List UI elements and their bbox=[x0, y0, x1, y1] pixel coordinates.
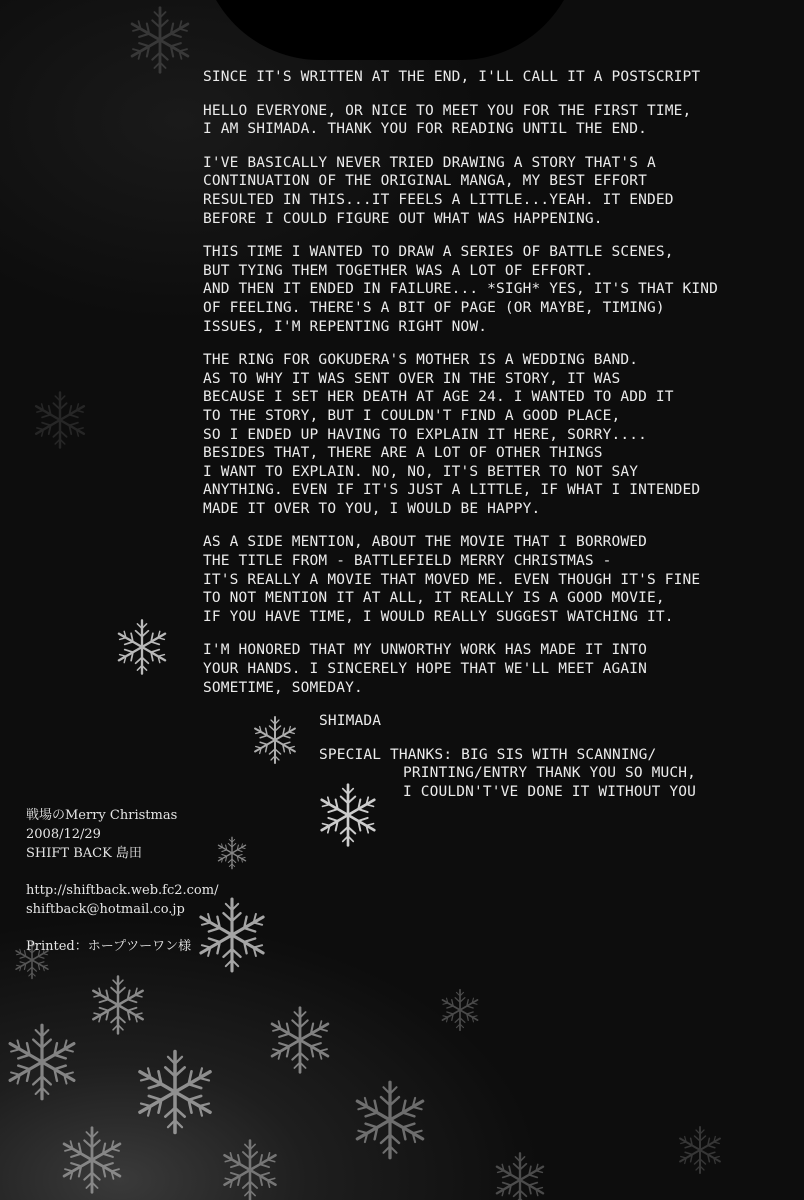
text-line: TO NOT MENTION IT AT ALL, IT REALLY IS A GOOD MOVIE, bbox=[203, 590, 665, 607]
text-line: I AM SHIMADA. THANK YOU FOR READING UNTIL THE END. bbox=[203, 121, 647, 138]
snowflake-icon bbox=[349, 1079, 431, 1161]
paragraph-battle-scenes bbox=[203, 243, 793, 336]
text-line: SOMETIME, SOMEDAY. bbox=[203, 679, 363, 696]
paragraph-closing bbox=[203, 641, 793, 697]
paragraph-movie bbox=[203, 533, 793, 626]
text-line: ISSUES, I'M REPENTING RIGHT NOW. bbox=[203, 318, 488, 335]
special-thanks bbox=[319, 746, 793, 802]
website-url: http://shiftback.web.fc2.com/ bbox=[26, 883, 219, 898]
text-line: TO THE STORY, BUT I COULDN'T FIND A GOOD PLACE, bbox=[203, 407, 621, 424]
text-line: HELLO EVERYONE, OR NICE TO MEET YOU FOR THE FIRST TIME, bbox=[203, 102, 692, 119]
colophon bbox=[26, 806, 246, 956]
thanks-line: SPECIAL THANKS: BIG SIS WITH SCANNING/ bbox=[319, 746, 657, 763]
printer-credit: Printed：ホープツーワン様 bbox=[26, 939, 192, 954]
snowflake-icon bbox=[57, 1125, 127, 1195]
text-line: AS A SIDE MENTION, ABOUT THE MOVIE THAT I BORROWED bbox=[203, 534, 647, 551]
text-line: CONTINUATION OF THE ORIGINAL MANGA, MY BEST EFFORT bbox=[203, 173, 647, 190]
snowflake-icon bbox=[218, 1138, 282, 1200]
thanks-line: PRINTING/ENTRY THANK YOU SO MUCH, bbox=[403, 765, 697, 782]
text-line: OF FEELING. THERE'S A BIT OF PAGE (OR MAYBE, TIMING) bbox=[203, 299, 665, 316]
circle-name: SHIFT BACK 島田 bbox=[26, 846, 142, 861]
snowflake-icon bbox=[438, 988, 482, 1032]
text-line: MADE IT OVER TO YOU, I WOULD BE HAPPY. bbox=[203, 500, 541, 517]
snowflake-icon bbox=[675, 1125, 725, 1175]
snowflake-icon bbox=[30, 390, 90, 450]
postscript-text bbox=[203, 68, 793, 802]
text-line: BECAUSE I SET HER DEATH AT AGE 24. I WANTED TO ADD IT bbox=[203, 389, 674, 406]
publish-date: 2008/12/29 bbox=[26, 827, 101, 842]
text-line: I WANT TO EXPLAIN. NO, NO, IT'S BETTER TO NOT SAY bbox=[203, 463, 639, 480]
snowflake-icon bbox=[2, 1022, 82, 1102]
text-line: IF YOU HAVE TIME, I WOULD REALLY SUGGEST WATCHING IT. bbox=[203, 608, 674, 625]
author-signature: SHIMADA bbox=[319, 713, 382, 730]
text-line: I'M HONORED THAT MY UNWORTHY WORK HAS MADE IT INTO bbox=[203, 642, 647, 659]
text-line: SO I ENDED UP HAVING TO EXPLAIN IT HERE, SORRY.... bbox=[203, 426, 647, 443]
paragraph-greeting bbox=[203, 102, 793, 139]
book-title: 戦場のMerry Christmas bbox=[26, 808, 178, 823]
paragraph-ring bbox=[203, 351, 793, 518]
snowflake-icon bbox=[265, 1005, 335, 1075]
text-line: RESULTED IN THIS...IT FEELS A LITTLE...YEAH. IT ENDED bbox=[203, 191, 674, 208]
text-line: BESIDES THAT, THERE ARE A LOT OF OTHER THINGS bbox=[203, 445, 603, 462]
text-line: THIS TIME I WANTED TO DRAW A SERIES OF BATTLE SCENES, bbox=[203, 244, 674, 261]
text-line: THE RING FOR GOKUDERA'S MOTHER IS A WEDDING BAND. bbox=[203, 352, 639, 369]
text-line: ANYTHING. EVEN IF IT'S JUST A LITTLE, IF WHAT I INTENDED bbox=[203, 482, 701, 499]
title-line: SINCE IT'S WRITTEN AT THE END, I'LL CALL IT A POSTSCRIPT bbox=[203, 69, 701, 85]
text-line: YOUR HANDS. I SINCERELY HOPE THAT WE'LL MEET AGAIN bbox=[203, 661, 647, 678]
snowflake-icon bbox=[125, 5, 195, 75]
snowflake-icon bbox=[87, 974, 149, 1036]
character-hair-silhouette bbox=[200, 0, 580, 60]
text-line: AND THEN IT ENDED IN FAILURE... *SIGH* YES, IT'S THAT KIND bbox=[203, 281, 719, 298]
thanks-line: I COULDN'T'VE DONE IT WITHOUT YOU bbox=[403, 784, 697, 800]
paragraph-effort bbox=[203, 154, 793, 228]
text-line: AS TO WHY IT WAS SENT OVER IN THE STORY, IT WAS bbox=[203, 370, 621, 387]
text-line: I'VE BASICALLY NEVER TRIED DRAWING A STORY THAT'S A bbox=[203, 154, 656, 171]
snowflake-icon bbox=[131, 1048, 219, 1136]
text-line: THE TITLE FROM - BATTLEFIELD MERRY CHRISTMAS - bbox=[203, 553, 612, 570]
email-address: shiftback@hotmail.co.jp bbox=[26, 902, 185, 917]
postscript-title bbox=[203, 68, 793, 87]
text-line: IT'S REALLY A MOVIE THAT MOVED ME. EVEN THOUGH IT'S FINE bbox=[203, 571, 701, 588]
text-line: BEFORE I COULD FIGURE OUT WHAT WAS HAPPENING. bbox=[203, 210, 603, 227]
snowflake-icon bbox=[491, 1151, 549, 1200]
snowflake-icon bbox=[113, 618, 171, 676]
text-line: BUT TYING THEM TOGETHER WAS A LOT OF EFFORT. bbox=[203, 262, 594, 279]
